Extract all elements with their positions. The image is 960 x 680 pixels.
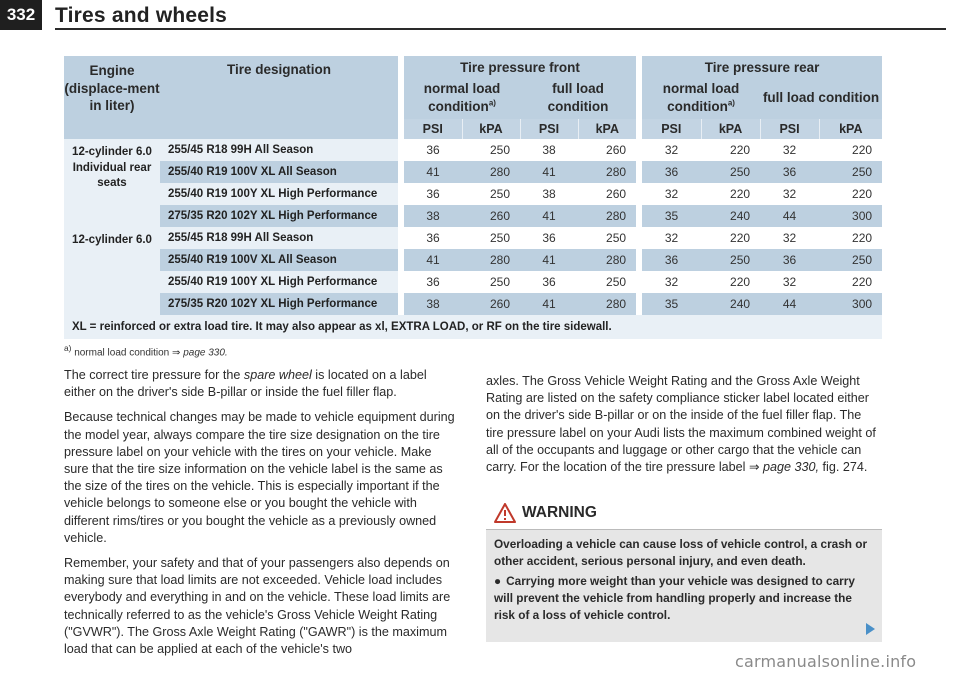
paragraph: Remember, your safety and that of your passengers also depends on making sure that load limits are not exceeded. Vehicle load includes everybody and everything in and on the vehicle. These load limits are technically referred to as the vehicle's Gross Vehicle Weight Rating ("GVWR"). The Gross Axle Weight Rating ("GAWR") is the maximum load that can be applied at each of the vehicle's two — [64, 556, 451, 657]
table-row — [64, 139, 882, 161]
psi-value-cell: 38 — [520, 183, 578, 205]
kpa-value-cell: 250 — [578, 227, 636, 249]
psi-value-cell: 41 — [520, 249, 578, 271]
kpa-value-cell: 220 — [701, 271, 760, 293]
tire-pressure-rear-header: Tire pressure rear — [642, 56, 882, 77]
right-column-text — [486, 373, 881, 484]
psi-value-cell: 38 — [404, 205, 462, 227]
psi-value-cell: 41 — [520, 161, 578, 183]
front-full-load-header: full load condition — [520, 77, 636, 119]
kpa-value-cell: 220 — [819, 271, 882, 293]
psi-value-cell: 44 — [760, 293, 819, 315]
kpa-value-cell: 220 — [701, 183, 760, 205]
warning-body — [486, 530, 882, 633]
warning-box — [486, 496, 882, 642]
page-reference-link[interactable]: page 330. — [183, 347, 228, 359]
table-row — [64, 271, 882, 293]
table-row — [64, 183, 882, 205]
psi-value-cell: 32 — [642, 183, 701, 205]
table-row — [64, 293, 882, 315]
psi-value-cell: 35 — [642, 293, 701, 315]
kpa-value-cell: 280 — [578, 205, 636, 227]
xl-footnote-row: XL = reinforced or extra load tire. It may also appear as xl, EXTRA LOAD, or RF on the tire sidewall. — [64, 315, 882, 339]
kpa-value-cell: 250 — [819, 161, 882, 183]
unit-kpa: kPA — [819, 119, 882, 139]
header-rule — [55, 28, 946, 30]
table-row — [64, 161, 882, 183]
psi-value-cell: 35 — [642, 205, 701, 227]
table-row — [64, 205, 882, 227]
kpa-value-cell: 240 — [701, 293, 760, 315]
kpa-value-cell: 300 — [819, 205, 882, 227]
left-column-text — [64, 367, 457, 666]
psi-value-cell: 44 — [760, 205, 819, 227]
tire-designation-cell: 275/35 R20 102Y XL High Performance — [160, 293, 398, 315]
rear-normal-load-header: normal load condition$^{a)}$ — [642, 77, 760, 119]
unit-psi: PSI — [642, 119, 701, 139]
psi-value-cell: 32 — [642, 139, 701, 161]
warning-text: Overloading a vehicle can cause loss of vehicle control, a crash or other accident, serious personal injury, and even death. — [494, 537, 868, 568]
psi-value-cell: 41 — [520, 293, 578, 315]
psi-value-cell: 41 — [404, 249, 462, 271]
psi-value-cell: 36 — [520, 227, 578, 249]
psi-value-cell: 36 — [760, 249, 819, 271]
tire-designation-cell: 275/35 R20 102Y XL High Performance — [160, 205, 398, 227]
psi-value-cell: 36 — [404, 227, 462, 249]
psi-value-cell: 41 — [520, 205, 578, 227]
psi-value-cell: 32 — [642, 227, 701, 249]
psi-value-cell: 32 — [760, 139, 819, 161]
kpa-value-cell: 260 — [578, 183, 636, 205]
kpa-value-cell: 260 — [462, 293, 520, 315]
paragraph: Because technical changes may be made to vehicle equipment during the model year, always compare the tire size designation on the tire pressure label on your vehicle with the tires on your vehicle. Make sure that the tire size information on the vehicle label is the same as the size of the tires on the vehicle. This is especially important if the vehicle belongs to someone else or you bought the vehicle with different rims/tires or you bought the vehicle as a previously owned vehicle. — [64, 410, 455, 545]
unit-kpa: kPA — [578, 119, 636, 139]
tire-pressure-table — [64, 56, 882, 339]
engine-cell: 12-cylinder 6.0 — [64, 227, 160, 315]
engine-cell: 12-cylinder 6.0 Individual rear seats — [64, 139, 160, 227]
page-reference-link[interactable]: page 330, — [763, 460, 820, 475]
kpa-value-cell: 220 — [819, 227, 882, 249]
kpa-value-cell: 250 — [462, 183, 520, 205]
warning-triangle-icon — [494, 503, 516, 523]
tire-designation-cell: 255/40 R19 100V XL All Season — [160, 161, 398, 183]
kpa-value-cell: 250 — [701, 161, 760, 183]
psi-value-cell: 32 — [760, 271, 819, 293]
paragraph: The correct tire pressure for the spare wheel is located on a label either on the driver's side B-pillar or inside the fuel filler flap. — [64, 368, 427, 400]
bullet-icon: ● — [494, 574, 502, 588]
kpa-value-cell: 250 — [462, 139, 520, 161]
tire-designation-cell: 255/40 R19 100V XL All Season — [160, 249, 398, 271]
kpa-value-cell: 250 — [701, 249, 760, 271]
tire-designation-cell: 255/40 R19 100Y XL High Performance — [160, 271, 398, 293]
engine-column-header: Engine (displace-ment in liter) — [64, 56, 160, 139]
kpa-value-cell: 280 — [578, 161, 636, 183]
tire-designation-header: Tire designation — [160, 56, 398, 139]
unit-psi: PSI — [760, 119, 819, 139]
psi-value-cell: 36 — [404, 271, 462, 293]
psi-value-cell: 36 — [520, 271, 578, 293]
kpa-value-cell: 250 — [578, 271, 636, 293]
kpa-value-cell: 300 — [819, 293, 882, 315]
kpa-value-cell: 280 — [462, 249, 520, 271]
continue-arrow-icon[interactable] — [866, 623, 875, 635]
kpa-value-cell: 220 — [701, 139, 760, 161]
tire-pressure-front-header: Tire pressure front — [404, 56, 636, 77]
unit-psi: PSI — [520, 119, 578, 139]
kpa-value-cell: 240 — [701, 205, 760, 227]
psi-value-cell: 36 — [404, 139, 462, 161]
kpa-value-cell: 220 — [819, 139, 882, 161]
psi-value-cell: 41 — [404, 161, 462, 183]
watermark: carmanualsonline.info — [735, 652, 917, 671]
unit-psi: PSI — [404, 119, 462, 139]
paragraph: axles. The Gross Vehicle Weight Rating and the Gross Axle Weight Rating are listed on the safety compliance sticker label located either on the driver's side B-pillar or on the inside of the fuel filler flap. The tire pressure label on your Audi lists the maximum combined weight of all of the occupants and luggage or other cargo that the vehicle can carry. For the location of the tire pressure label ⇒ page 330, fig. 274. — [486, 374, 876, 475]
tire-designation-cell: 255/45 R18 99H All Season — [160, 139, 398, 161]
chapter-title: Tires and wheels — [55, 4, 228, 27]
psi-value-cell: 32 — [760, 227, 819, 249]
tire-designation-cell: 255/40 R19 100Y XL High Performance — [160, 183, 398, 205]
psi-value-cell: 38 — [404, 293, 462, 315]
kpa-value-cell: 250 — [462, 271, 520, 293]
kpa-value-cell: 280 — [578, 293, 636, 315]
unit-kpa: kPA — [462, 119, 520, 139]
kpa-value-cell: 280 — [462, 161, 520, 183]
table-footnote: $^{a)}$ normal load condition ⇒ page 330. — [64, 343, 228, 359]
unit-kpa: kPA — [701, 119, 760, 139]
psi-value-cell: 36 — [760, 161, 819, 183]
tire-designation-cell: 255/45 R18 99H All Season — [160, 227, 398, 249]
psi-value-cell: 32 — [642, 271, 701, 293]
rear-full-load-header: full load condition — [760, 77, 882, 119]
warning-bullet: ● Carrying more weight than your vehicle was designed to carry will prevent the vehicle from handling properly and increase the risk of a loss of vehicle control. — [494, 574, 855, 622]
psi-value-cell: 32 — [760, 183, 819, 205]
front-normal-load-header: normal load condition$^{a)}$ — [404, 77, 520, 119]
psi-value-cell: 38 — [520, 139, 578, 161]
kpa-value-cell: 260 — [578, 139, 636, 161]
kpa-value-cell: 280 — [578, 249, 636, 271]
kpa-value-cell: 220 — [819, 183, 882, 205]
table-row — [64, 249, 882, 271]
psi-value-cell: 36 — [642, 249, 701, 271]
kpa-value-cell: 250 — [462, 227, 520, 249]
page-number: 332 — [0, 0, 42, 30]
warning-title: WARNING — [486, 496, 882, 530]
kpa-value-cell: 220 — [701, 227, 760, 249]
psi-value-cell: 36 — [642, 161, 701, 183]
table-row — [64, 227, 882, 249]
kpa-value-cell: 250 — [819, 249, 882, 271]
kpa-value-cell: 260 — [462, 205, 520, 227]
psi-value-cell: 36 — [404, 183, 462, 205]
